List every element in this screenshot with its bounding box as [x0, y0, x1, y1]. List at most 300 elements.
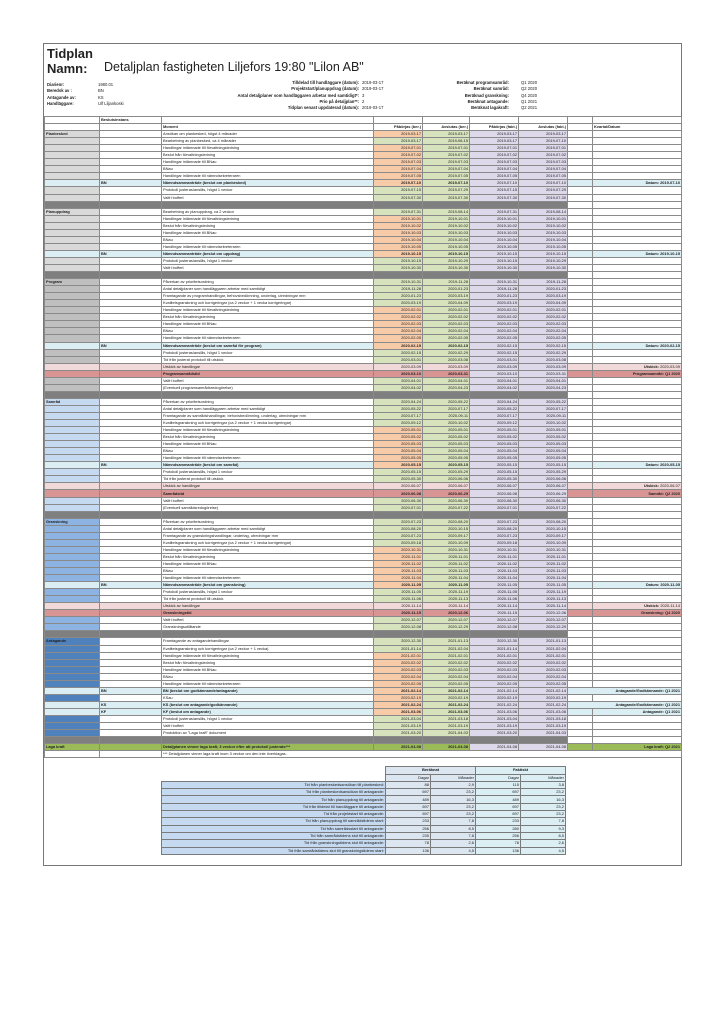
end-fakt-cell[interactable]: 2019-10-29: [519, 257, 568, 264]
start-fakt-cell[interactable]: 2019-11-28: [470, 286, 519, 293]
end-ber-cell[interactable]: 2020-11-02: [423, 560, 470, 567]
start-fakt-cell[interactable]: 2019-10-31: [470, 279, 519, 286]
start-ber-cell[interactable]: 2019-07-01: [374, 145, 423, 152]
start-ber-cell[interactable]: 2020-12-30: [374, 638, 423, 645]
start-ber-cell[interactable]: 2020-12-07: [374, 617, 423, 624]
start-fakt-cell[interactable]: 2020-09-18: [470, 539, 519, 546]
end-fakt-cell[interactable]: 2020-05-15: [519, 462, 568, 469]
end-ber-cell[interactable]: 2019-10-30: [423, 264, 470, 271]
moment-cell[interactable]: Protokoll justeras/anslås, högst 1 veckor: [162, 715, 374, 722]
moment-cell[interactable]: Handlingar inlämnade till nämndsekreteraren: [162, 455, 374, 462]
start-ber-cell[interactable]: 2021-02-24: [374, 701, 423, 708]
end-ber-cell[interactable]: 2020-04-01: [423, 377, 470, 384]
end-fakt-cell[interactable]: 2020-02-15: [519, 342, 568, 349]
start-ber-cell[interactable]: 2019-07-04: [374, 166, 423, 173]
end-ber-cell[interactable]: 2020-11-14: [423, 603, 470, 610]
start-fakt-cell[interactable]: 2020-03-01: [470, 356, 519, 363]
end-ber-cell[interactable]: 2019-07-01: [423, 145, 470, 152]
start-fakt-cell[interactable]: 2020-02-15: [470, 342, 519, 349]
start-fakt-cell[interactable]: 2020-07-23: [470, 518, 519, 525]
moment-cell[interactable]: Nämndsammanträde (beslut om planbesked): [162, 180, 374, 187]
end-ber-cell[interactable]: 2020-02-03: [423, 321, 470, 328]
start-fakt-cell[interactable]: 2020-02-04: [470, 328, 519, 335]
end-ber-cell[interactable]: 2020-10-15: [423, 525, 470, 532]
end-ber-cell[interactable]: 2020-06-29: [423, 490, 470, 497]
start-fakt-cell[interactable]: 2020-02-05: [470, 680, 519, 687]
start-ber-cell[interactable]: 2020-11-03: [374, 568, 423, 575]
start-fakt-cell[interactable]: 2019-07-30: [470, 194, 519, 201]
meta-value[interactable]: Q2 2021: [521, 105, 538, 111]
end-fakt-cell[interactable]: 2019-03-17: [519, 131, 568, 138]
start-ber-cell[interactable]: 2020-03-01: [374, 356, 423, 363]
moment-cell[interactable]: BNau: [162, 166, 374, 173]
end-ber-cell[interactable]: 2021-02-14: [423, 687, 470, 694]
start-ber-cell[interactable]: 2020-02-15: [374, 349, 423, 356]
start-fakt-cell[interactable]: 2021-03-19: [470, 723, 519, 730]
start-ber-cell[interactable]: 2019-10-05: [374, 243, 423, 250]
start-ber-cell[interactable]: 2019-07-03: [374, 159, 423, 166]
start-ber-cell[interactable]: 2019-10-02: [374, 222, 423, 229]
end-ber-cell[interactable]: 2020-05-05: [423, 455, 470, 462]
start-ber-cell[interactable]: 2020-05-30: [374, 476, 423, 483]
start-ber-cell[interactable]: 2020-02-04: [374, 673, 423, 680]
start-ber-cell[interactable]: 2020-08-20: [374, 525, 423, 532]
end-ber-cell[interactable]: 2019-10-02: [423, 222, 470, 229]
start-ber-cell[interactable]: 2020-05-04: [374, 448, 423, 455]
start-ber-cell[interactable]: 2019-03-17: [374, 138, 423, 145]
start-ber-cell[interactable]: 2020-09-12: [374, 420, 423, 427]
start-ber-cell[interactable]: 2020-06-30: [374, 497, 423, 504]
end-ber-cell[interactable]: 2019-10-01: [423, 215, 470, 222]
start-fakt-cell[interactable]: 2020-03-19: [470, 300, 519, 307]
moment-cell[interactable]: Granskningstid: [162, 610, 374, 617]
start-fakt-cell[interactable]: 2020-05-30: [470, 476, 519, 483]
start-ber-cell[interactable]: 2020-04-02: [374, 384, 423, 391]
start-ber-cell[interactable]: 2021-03-20: [374, 730, 423, 737]
end-fakt-cell[interactable]: 2020-01-23: [519, 286, 568, 293]
start-fakt-cell[interactable]: 2019-03-17: [470, 131, 519, 138]
meta-value[interactable]: BN: [98, 88, 104, 94]
start-fakt-cell[interactable]: 2021-03-06: [470, 708, 519, 715]
end-ber-cell[interactable]: 2019-08-14: [423, 208, 470, 215]
end-fakt-cell[interactable]: 2020-06-06: [519, 476, 568, 483]
start-ber-cell[interactable]: 2021-02-01: [374, 652, 423, 659]
start-fakt-cell[interactable]: 2020-11-02: [470, 560, 519, 567]
start-ber-cell[interactable]: 2019-10-30: [374, 264, 423, 271]
end-ber-cell[interactable]: 2020-06-30: [423, 497, 470, 504]
moment-cell[interactable]: Handlingar inlämnade till förvaltningsledning: [162, 546, 374, 553]
end-fakt-cell[interactable]: 2019-10-04: [519, 236, 568, 243]
start-ber-cell[interactable]: 2019-03-17: [374, 131, 423, 138]
moment-cell[interactable]: Handlingar inlämnade till nämndsekreteraren: [162, 680, 374, 687]
project-name[interactable]: Detaljplan fastigheten Liljefors 19:80 "Lilon AB": [104, 60, 364, 74]
start-ber-cell[interactable]: 2020-03-19: [374, 300, 423, 307]
start-fakt-cell[interactable]: 2020-02-19: [470, 694, 519, 701]
end-ber-cell[interactable]: 2020-09-11: [423, 412, 470, 419]
end-ber-cell[interactable]: 2019-07-29: [423, 187, 470, 194]
end-ber-cell[interactable]: 2020-05-29: [423, 469, 470, 476]
end-ber-cell[interactable]: 2019-03-17: [423, 131, 470, 138]
start-fakt-cell[interactable]: 2019-10-04: [470, 236, 519, 243]
meta-value[interactable]: 2019-03-17: [362, 86, 384, 92]
start-fakt-cell[interactable]: 2020-05-04: [470, 448, 519, 455]
end-ber-cell[interactable]: 2020-07-17: [423, 405, 470, 412]
start-ber-cell[interactable]: 2020-05-05: [374, 455, 423, 462]
end-ber-cell[interactable]: 2020-11-13: [423, 596, 470, 603]
start-fakt-cell[interactable]: 2019-07-31: [470, 208, 519, 215]
start-ber-cell[interactable]: 2020-02-19: [374, 694, 423, 701]
end-ber-cell[interactable]: 2020-02-15: [423, 342, 470, 349]
end-fakt-cell[interactable]: 2020-04-09: [519, 300, 568, 307]
moment-cell[interactable]: Produktion av "Laga kraft" dokument: [162, 730, 374, 737]
start-ber-cell[interactable]: 2020-05-03: [374, 441, 423, 448]
start-ber-cell[interactable]: 2020-06-07: [374, 483, 423, 490]
end-ber-cell[interactable]: 2021-03-18: [423, 715, 470, 722]
moment-cell[interactable]: BN (beslut om godkännande/antagande): [162, 687, 374, 694]
start-ber-cell[interactable]: 2020-02-03: [374, 321, 423, 328]
start-ber-cell[interactable]: 2019-10-03: [374, 229, 423, 236]
moment-cell[interactable]: Framtagande av programhandlingar, behovsbedömning, underlag, utredningar mm: [162, 293, 374, 300]
end-ber-cell[interactable]: 2020-12-07: [423, 617, 470, 624]
end-fakt-cell[interactable]: 2020-02-02: [519, 314, 568, 321]
end-ber-cell[interactable]: 2020-04-23: [423, 384, 470, 391]
end-fakt-cell[interactable]: 2020-12-07: [519, 617, 568, 624]
end-fakt-cell[interactable]: 2020-06-30: [519, 497, 568, 504]
start-ber-cell[interactable]: 2020-02-01: [374, 307, 423, 314]
end-fakt-cell[interactable]: 2020-02-02: [519, 659, 568, 666]
end-fakt-cell[interactable]: 2020-11-02: [519, 560, 568, 567]
end-fakt-cell[interactable]: 2019-10-01: [519, 215, 568, 222]
start-ber-cell[interactable]: 2021-04-08: [374, 744, 423, 751]
end-ber-cell[interactable]: 2020-02-05: [423, 335, 470, 342]
start-fakt-cell[interactable]: 2021-03-20: [470, 730, 519, 737]
end-ber-cell[interactable]: 2020-05-04: [423, 448, 470, 455]
moment-cell[interactable]: Protokoll justeras/anslås, högst 1 veckor: [162, 257, 374, 264]
start-ber-cell[interactable]: 2020-04-01: [374, 377, 423, 384]
start-fakt-cell[interactable]: 2020-04-01: [470, 377, 519, 384]
moment-cell[interactable]: Påverkan av prioritetsordning: [162, 398, 374, 405]
end-ber-cell[interactable]: 2020-02-04: [423, 673, 470, 680]
end-fakt-cell[interactable]: 2021-02-24: [519, 701, 568, 708]
moment-cell[interactable]: Handlingar inlämnade till nämndsekreteraren: [162, 243, 374, 250]
start-ber-cell[interactable]: 2020-09-18: [374, 539, 423, 546]
end-fakt-cell[interactable]: 2020-03-19: [519, 293, 568, 300]
start-fakt-cell[interactable]: 2021-01-14: [470, 645, 519, 652]
end-fakt-cell[interactable]: 2020-05-03: [519, 441, 568, 448]
moment-cell[interactable]: Handlingar inlämnade till förvaltningsledning: [162, 307, 374, 314]
start-fakt-cell[interactable]: 2020-11-05: [470, 582, 519, 589]
end-fakt-cell[interactable]: 2020-11-14: [519, 603, 568, 610]
start-ber-cell[interactable]: 2019-10-31: [374, 279, 423, 286]
end-fakt-cell[interactable]: 2020-03-08: [519, 356, 568, 363]
end-ber-cell[interactable]: 2019-10-03: [423, 229, 470, 236]
moment-cell[interactable]: Samrådstid: [162, 490, 374, 497]
start-ber-cell[interactable]: 2020-02-04: [374, 328, 423, 335]
start-ber-cell[interactable]: 2021-02-14: [374, 687, 423, 694]
end-ber-cell[interactable]: 2020-03-08: [423, 356, 470, 363]
start-ber-cell[interactable]: 2019-07-10: [374, 180, 423, 187]
end-ber-cell[interactable]: 2020-07-22: [423, 504, 470, 511]
end-fakt-cell[interactable]: 2020-11-04: [519, 575, 568, 582]
meta-value[interactable]: 2019-03-17: [362, 105, 384, 111]
start-fakt-cell[interactable]: 2019-07-01: [470, 145, 519, 152]
end-ber-cell[interactable]: 2021-03-19: [423, 723, 470, 730]
end-ber-cell[interactable]: 2019-07-05: [423, 173, 470, 180]
start-fakt-cell[interactable]: 2021-02-14: [470, 687, 519, 694]
meta-value[interactable]: KS: [98, 94, 104, 100]
end-ber-cell[interactable]: 2020-03-09: [423, 363, 470, 370]
moment-cell[interactable]: Valfri buffert: [162, 194, 374, 201]
start-ber-cell[interactable]: 2020-11-06: [374, 596, 423, 603]
moment-cell[interactable]: Beslut från förvaltningsledning: [162, 553, 374, 560]
moment-cell[interactable]: Beslut från förvaltningsledning: [162, 314, 374, 321]
end-fakt-cell[interactable]: 2020-03-09: [519, 363, 568, 370]
moment-cell[interactable]: Antal detaljplaner som handläggaren arbetar med samtidigt: [162, 525, 374, 532]
moment-cell[interactable]: Kvalitetsgranskning och korrigeringar (ca 2 veckor + 1 vecka): [162, 645, 374, 652]
end-ber-cell[interactable]: 2019-10-04: [423, 236, 470, 243]
end-fakt-cell[interactable]: 2019-07-05: [519, 173, 568, 180]
end-ber-cell[interactable]: 2020-11-01: [423, 553, 470, 560]
end-fakt-cell[interactable]: 2019-07-02: [519, 152, 568, 159]
start-ber-cell[interactable]: 2020-02-02: [374, 314, 423, 321]
meta-value[interactable]: Q4 2020: [521, 92, 538, 98]
start-fakt-cell[interactable]: 2020-04-02: [470, 384, 519, 391]
start-fakt-cell[interactable]: 2021-04-08: [470, 744, 519, 751]
moment-cell[interactable]: Tid från justerat protokoll till utskick: [162, 596, 374, 603]
moment-cell[interactable]: Beslut från förvaltningsledning: [162, 152, 374, 159]
end-ber-cell[interactable]: 2020-11-05: [423, 582, 470, 589]
moment-cell[interactable]: Utskick av handlingar: [162, 363, 374, 370]
end-ber-cell[interactable]: 2020-03-19: [423, 293, 470, 300]
end-fakt-cell[interactable]: 2019-10-30: [519, 264, 568, 271]
start-ber-cell[interactable]: 2020-11-01: [374, 553, 423, 560]
end-ber-cell[interactable]: 2020-05-02: [423, 434, 470, 441]
start-ber-cell[interactable]: 2020-11-04: [374, 575, 423, 582]
meta-value[interactable]: Q2 2020: [521, 86, 538, 92]
end-fakt-cell[interactable]: 2021-02-14: [519, 687, 568, 694]
end-fakt-cell[interactable]: 2019-08-14: [519, 208, 568, 215]
moment-cell[interactable]: Kvalitetsgranskning och korrigeringar (ca 2 veckor + 1 vecka korrigeringar): [162, 420, 374, 427]
start-fakt-cell[interactable]: 2020-02-02: [470, 314, 519, 321]
start-ber-cell[interactable]: 2020-11-14: [374, 603, 423, 610]
moment-cell[interactable]: BNau: [162, 448, 374, 455]
start-ber-cell[interactable]: 2019-07-31: [374, 208, 423, 215]
end-fakt-cell[interactable]: 2021-02-01: [519, 652, 568, 659]
moment-cell[interactable]: Protokoll justeras/anslås, högst 1 veckor: [162, 589, 374, 596]
end-fakt-cell[interactable]: 2021-03-19: [519, 723, 568, 730]
start-ber-cell[interactable]: 2020-03-09: [374, 363, 423, 370]
end-fakt-cell[interactable]: 2021-03-06: [519, 708, 568, 715]
end-fakt-cell[interactable]: 2019-07-10: [519, 180, 568, 187]
end-ber-cell[interactable]: 2020-11-19: [423, 589, 470, 596]
start-fakt-cell[interactable]: 2019-10-05: [470, 243, 519, 250]
moment-cell[interactable]: Påverkan av prioritetsordning: [162, 518, 374, 525]
start-fakt-cell[interactable]: 2020-06-08: [470, 490, 519, 497]
start-ber-cell[interactable]: 2020-07-17: [374, 412, 423, 419]
moment-cell[interactable]: Bearbetning av planbesked, ca 4 månader: [162, 138, 374, 145]
start-ber-cell[interactable]: 2020-11-05: [374, 582, 423, 589]
start-fakt-cell[interactable]: 2020-02-04: [470, 673, 519, 680]
moment-cell[interactable]: Valfri buffert: [162, 497, 374, 504]
end-ber-cell[interactable]: 2020-10-09: [423, 539, 470, 546]
moment-cell[interactable]: Handlingar inlämnade till nämndsekreteraren: [162, 173, 374, 180]
start-ber-cell[interactable]: 2019-10-15: [374, 250, 423, 257]
end-ber-cell[interactable]: 2020-02-02: [423, 659, 470, 666]
start-fakt-cell[interactable]: 2020-11-14: [470, 603, 519, 610]
end-fakt-cell[interactable]: 2020-05-22: [519, 398, 568, 405]
start-ber-cell[interactable]: 2020-05-15: [374, 469, 423, 476]
start-ber-cell[interactable]: 2020-11-02: [374, 560, 423, 567]
moment-cell[interactable]: Handlingar inlämnade till förvaltningsledning: [162, 215, 374, 222]
end-ber-cell[interactable]: 2020-05-03: [423, 441, 470, 448]
start-fakt-cell[interactable]: 2020-12-07: [470, 617, 519, 624]
start-fakt-cell[interactable]: 2020-02-01: [470, 307, 519, 314]
end-ber-cell[interactable]: 2019-07-03: [423, 159, 470, 166]
start-fakt-cell[interactable]: 2020-04-24: [470, 398, 519, 405]
end-ber-cell[interactable]: 2021-01-13: [423, 638, 470, 645]
moment-cell[interactable]: Protokoll justeras/anslås, högst 1 veckor: [162, 469, 374, 476]
end-fakt-cell[interactable]: 2020-10-15: [519, 525, 568, 532]
meta-value[interactable]: Q1 2020: [521, 80, 538, 85]
end-fakt-cell[interactable]: 2019-10-05: [519, 243, 568, 250]
moment-cell[interactable]: Kvalitetsgranskning och korrigeringar (ca 2 veckor + 1 vecka korrigeringar): [162, 539, 374, 546]
start-fakt-cell[interactable]: 2020-05-15: [470, 469, 519, 476]
start-fakt-cell[interactable]: 2020-02-05: [470, 335, 519, 342]
end-ber-cell[interactable]: 2020-06-07: [423, 483, 470, 490]
end-ber-cell[interactable]: 2019-07-10: [423, 180, 470, 187]
end-fakt-cell[interactable]: 2020-09-17: [519, 532, 568, 539]
end-ber-cell[interactable]: 2019-07-02: [423, 152, 470, 159]
end-fakt-cell[interactable]: 2019-07-30: [519, 194, 568, 201]
start-ber-cell[interactable]: 2020-05-15: [374, 462, 423, 469]
start-ber-cell[interactable]: 2020-04-24: [374, 398, 423, 405]
start-fakt-cell[interactable]: 2019-10-01: [470, 215, 519, 222]
end-fakt-cell[interactable]: 2020-02-04: [519, 328, 568, 335]
start-ber-cell[interactable]: 2019-11-28: [374, 286, 423, 293]
end-fakt-cell[interactable]: 2020-02-19: [519, 694, 568, 701]
moment-cell[interactable]: Detaljplanen vinner laga kraft, 3 veckor efter att protokoll justerats***: [162, 744, 374, 751]
start-ber-cell[interactable]: 2020-10-31: [374, 546, 423, 553]
moment-cell[interactable]: Handlingar inlämnade till BNau: [162, 229, 374, 236]
end-ber-cell[interactable]: 2019-10-15: [423, 250, 470, 257]
end-fakt-cell[interactable]: 2020-03-31: [519, 370, 568, 377]
end-fakt-cell[interactable]: 2020-02-29: [519, 349, 568, 356]
moment-cell[interactable]: Nämndsammanträde (beslut om granskning): [162, 582, 374, 589]
start-fakt-cell[interactable]: 2020-03-10: [470, 370, 519, 377]
moment-cell[interactable]: BNau: [162, 673, 374, 680]
end-fakt-cell[interactable]: 2020-02-01: [519, 307, 568, 314]
start-ber-cell[interactable]: 2021-03-06: [374, 708, 423, 715]
start-fakt-cell[interactable]: 2019-07-15: [470, 187, 519, 194]
moment-cell[interactable]: BNau: [162, 328, 374, 335]
start-fakt-cell[interactable]: 2021-03-04: [470, 715, 519, 722]
start-fakt-cell[interactable]: 2019-07-05: [470, 173, 519, 180]
moment-cell[interactable]: Handlingar inlämnade till nämndsekreteraren: [162, 575, 374, 582]
moment-cell[interactable]: Handlingar inlämnade till BNau: [162, 159, 374, 166]
end-ber-cell[interactable]: 2021-04-03: [423, 730, 470, 737]
end-fakt-cell[interactable]: 2019-07-01: [519, 145, 568, 152]
end-fakt-cell[interactable]: 2020-05-02: [519, 434, 568, 441]
moment-cell[interactable]: Antal detaljplaner som handläggaren arbetar med samtidigt: [162, 405, 374, 412]
end-fakt-cell[interactable]: 2020-12-29: [519, 624, 568, 631]
end-ber-cell[interactable]: 2020-12-29: [423, 624, 470, 631]
start-ber-cell[interactable]: 2020-01-23: [374, 293, 423, 300]
moment-cell[interactable]: Tid från justerat protokoll till utskick: [162, 356, 374, 363]
start-ber-cell[interactable]: 2019-07-02: [374, 152, 423, 159]
end-ber-cell[interactable]: 2020-12-06: [423, 610, 470, 617]
end-ber-cell[interactable]: 2020-09-17: [423, 532, 470, 539]
start-ber-cell[interactable]: 2020-02-15: [374, 342, 423, 349]
end-fakt-cell[interactable]: 2020-07-17: [519, 405, 568, 412]
moment-cell[interactable]: Valfri buffert: [162, 264, 374, 271]
start-fakt-cell[interactable]: 2020-11-01: [470, 553, 519, 560]
start-fakt-cell[interactable]: 2020-05-15: [470, 462, 519, 469]
moment-cell[interactable]: Handlingar inlämnade till BNau: [162, 666, 374, 673]
moment-cell[interactable]: (Eventuell samrådsredogörelse): [162, 504, 374, 511]
start-fakt-cell[interactable]: 2020-07-01: [470, 504, 519, 511]
end-fakt-cell[interactable]: 2020-12-06: [519, 610, 568, 617]
end-ber-cell[interactable]: 2020-05-01: [423, 427, 470, 434]
end-fakt-cell[interactable]: 2021-01-13: [519, 638, 568, 645]
end-ber-cell[interactable]: 2020-02-29: [423, 349, 470, 356]
end-fakt-cell[interactable]: 2021-02-04: [519, 645, 568, 652]
end-fakt-cell[interactable]: 2019-07-04: [519, 166, 568, 173]
start-ber-cell[interactable]: 2020-05-22: [374, 405, 423, 412]
end-ber-cell[interactable]: 2019-07-30: [423, 194, 470, 201]
end-fakt-cell[interactable]: 2020-08-20: [519, 518, 568, 525]
start-fakt-cell[interactable]: 2020-06-07: [470, 483, 519, 490]
start-ber-cell[interactable]: 2020-03-10: [374, 370, 423, 377]
end-ber-cell[interactable]: 2019-10-05: [423, 243, 470, 250]
end-fakt-cell[interactable]: 2021-04-03: [519, 730, 568, 737]
start-fakt-cell[interactable]: 2020-02-15: [470, 349, 519, 356]
end-ber-cell[interactable]: 2020-04-09: [423, 300, 470, 307]
moment-cell[interactable]: Handlingar inlämnade till nämndsekreteraren: [162, 335, 374, 342]
moment-cell[interactable]: Nämndsammanträde (beslut om samråd): [162, 462, 374, 469]
start-ber-cell[interactable]: 2019-10-15: [374, 257, 423, 264]
start-ber-cell[interactable]: 2020-02-03: [374, 666, 423, 673]
end-fakt-cell[interactable]: 2020-11-01: [519, 553, 568, 560]
end-fakt-cell[interactable]: 2020-06-07: [519, 483, 568, 490]
moment-cell[interactable]: (Eventuell programsamrådsredogörelse): [162, 384, 374, 391]
end-ber-cell[interactable]: 2019-10-29: [423, 257, 470, 264]
start-ber-cell[interactable]: 2019-10-04: [374, 236, 423, 243]
end-ber-cell[interactable]: 2020-01-23: [423, 286, 470, 293]
start-ber-cell[interactable]: 2020-02-05: [374, 680, 423, 687]
end-ber-cell[interactable]: 2020-11-04: [423, 575, 470, 582]
start-fakt-cell[interactable]: 2020-11-15: [470, 610, 519, 617]
end-fakt-cell[interactable]: 2020-02-03: [519, 666, 568, 673]
start-ber-cell[interactable]: 2020-07-23: [374, 532, 423, 539]
moment-cell[interactable]: Protokoll justeras/anslås, högst 1 veckor: [162, 349, 374, 356]
start-ber-cell[interactable]: 2020-06-08: [374, 490, 423, 497]
start-fakt-cell[interactable]: 2020-09-12: [470, 420, 519, 427]
start-fakt-cell[interactable]: 2020-11-05: [470, 589, 519, 596]
start-fakt-cell[interactable]: 2020-05-05: [470, 455, 519, 462]
end-fakt-cell[interactable]: 2020-10-31: [519, 546, 568, 553]
moment-cell[interactable]: Nämndsammanträde (beslut om samråd för program): [162, 342, 374, 349]
start-ber-cell[interactable]: 2021-03-04: [374, 715, 423, 722]
start-ber-cell[interactable]: 2019-07-30: [374, 194, 423, 201]
start-fakt-cell[interactable]: 2020-11-03: [470, 568, 519, 575]
end-fakt-cell[interactable]: 2020-11-13: [519, 596, 568, 603]
moment-cell[interactable]: Valfri buffert: [162, 617, 374, 624]
end-fakt-cell[interactable]: 2020-02-05: [519, 680, 568, 687]
moment-cell[interactable]: Handlingar inlämnade till BNau: [162, 321, 374, 328]
end-fakt-cell[interactable]: 2019-11-28: [519, 279, 568, 286]
end-fakt-cell[interactable]: 2019-07-10: [519, 138, 568, 145]
end-fakt-cell[interactable]: 2020-05-01: [519, 427, 568, 434]
